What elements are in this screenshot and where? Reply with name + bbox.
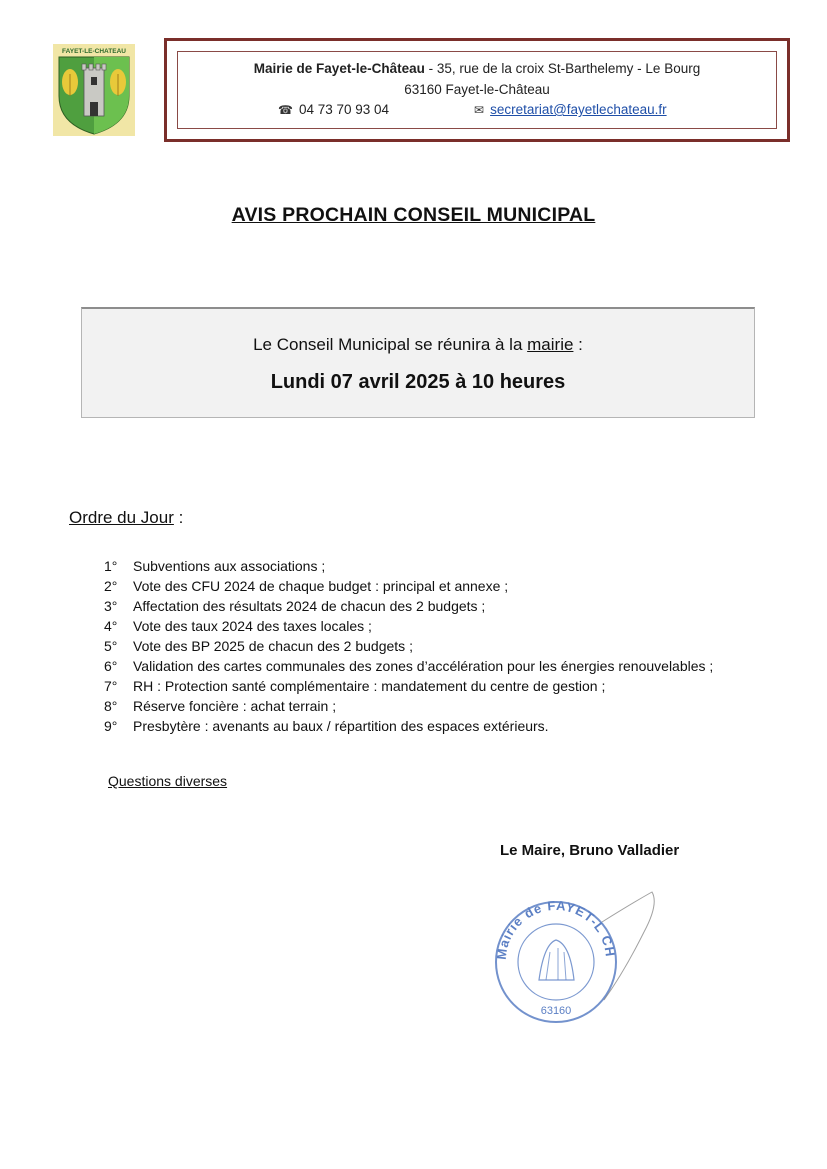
item-number: 6° <box>104 658 118 674</box>
item-text: Vote des CFU 2024 de chaque budget : principal et annexe ; <box>133 578 509 594</box>
mairie-name: Mairie de Fayet-le-Château <box>253 61 425 76</box>
item-number: 5° <box>104 638 118 654</box>
mayor-signature-line: Le Maire, Bruno Valladier <box>500 842 680 859</box>
list-item <box>104 696 750 716</box>
coat-of-arms-logo <box>53 44 135 136</box>
item-number: 1° <box>104 558 118 574</box>
letterhead-frame <box>164 38 790 142</box>
item-number: 9° <box>104 718 118 734</box>
email-link[interactable]: secretariat@fayetlechateau.fr <box>490 102 667 117</box>
agenda-heading-colon: : <box>173 508 184 527</box>
item-number: 3° <box>104 598 118 614</box>
item-text: Affectation des résultats 2024 de chacun des 2 budgets ; <box>133 598 486 614</box>
item-text: Subventions aux associations ; <box>133 558 326 574</box>
item-number: 7° <box>104 678 118 694</box>
list-item <box>104 716 750 736</box>
envelope-icon: ✉ <box>474 103 485 117</box>
list-item <box>104 556 750 576</box>
item-text: Presbytère : avenants au baux / répartition des espaces extérieurs. <box>133 718 549 734</box>
telephone-icon: ☎ <box>278 103 293 117</box>
location-prefix: Le Conseil Municipal se réunira à la <box>253 335 528 354</box>
location-place: mairie <box>527 335 574 354</box>
meeting-notice-box <box>81 307 755 418</box>
street-address: - 35, rue de la croix St-Barthelemy - Le Bourg <box>424 61 701 76</box>
location-suffix: : <box>573 335 583 354</box>
meeting-location-line <box>82 335 754 355</box>
item-number: 2° <box>104 578 118 594</box>
email-contact <box>474 102 667 117</box>
stamp-postal: 63160 <box>540 1005 572 1017</box>
svg-text:FAYET-LE-CHATEAU: FAYET-LE-CHATEAU <box>62 48 126 55</box>
item-number: 4° <box>104 618 118 634</box>
agenda-heading <box>69 508 183 528</box>
meeting-date: Lundi 07 avril 2025 à 10 heures <box>270 371 566 393</box>
questions-diverses: Questions diverses <box>108 773 228 789</box>
stamp-ring-text: Mairie de FAYET-L CH <box>493 897 619 961</box>
agenda-list <box>104 556 750 736</box>
postal-line: 63160 Fayet-le-Château <box>404 82 550 97</box>
item-text: Validation des cartes communales des zones d’accélération pour les énergies renouvelables ; <box>133 658 714 674</box>
address-line <box>178 61 776 76</box>
item-text: Vote des BP 2025 de chacun des 2 budgets ; <box>133 638 413 654</box>
list-item <box>104 616 750 636</box>
list-item <box>104 636 750 656</box>
agenda-heading-text: Ordre du Jour <box>69 508 174 527</box>
letterhead-inner <box>177 51 777 129</box>
phone-contact <box>278 102 389 117</box>
document-title: AVIS PROCHAIN CONSEIL MUNICIPAL <box>231 204 596 226</box>
item-text: Vote des taux 2024 des taxes locales ; <box>133 618 372 634</box>
mairie-stamp <box>484 882 674 1027</box>
phone-number: 04 73 70 93 04 <box>298 102 390 117</box>
list-item <box>104 576 750 596</box>
item-text: RH : Protection santé complémentaire : mandatement du centre de gestion ; <box>133 678 606 694</box>
svg-text:Mairie de FAYET-L CHATEAU <box>484 882 618 960</box>
list-item <box>104 596 750 616</box>
list-item <box>104 656 750 676</box>
item-text: Réserve foncière : achat terrain ; <box>133 698 337 714</box>
list-item <box>104 676 750 696</box>
item-number: 8° <box>104 698 118 714</box>
